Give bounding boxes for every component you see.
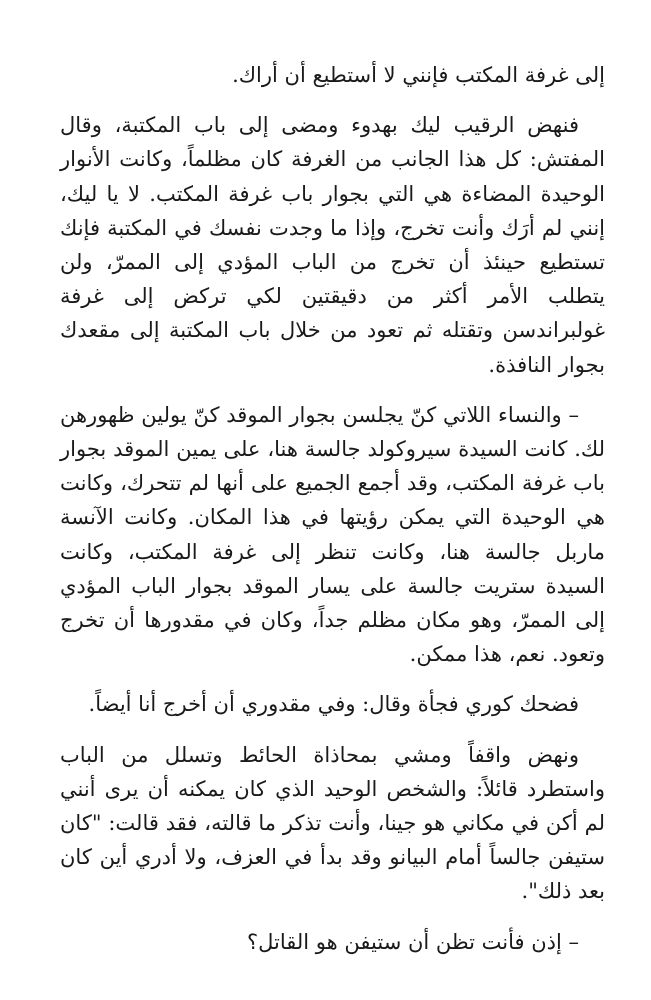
paragraph-3: – والنساء اللاتي كنّ يجلسن بجوار الموقد كنّ يولين ظهورهن لك. كانت السيدة سيروكولد جالسة هنا، على يمين الموقد بجوار باب غرفة المكتب، وقد أجمع الجميع على أنها لم تتحرك، وكانت هي الوحيدة التي يمكن رؤيتها في هذا المكان. وكانت الآنسة ماربل جالسة هنا، وكانت تنظر إلى غرفة المكتب، وكانت السيدة ستريت جالسة على يسار الموقد بجوار الباب المؤدي إلى الممرّ، وهو مكان مظلم جداً، وكان في مقدورها أن تخرج وتعود. نعم، هذا ممكن. bbox=[60, 402, 605, 667]
paragraph-4: فضحك كوري فجأة وقال: وفي مقدوري أن أخرج أنا أيضاً. bbox=[88, 692, 579, 717]
paragraph-2: فنهض الرقيب ليك بهدوء ومضى إلى باب المكتبة، وقال المفتش: كل هذا الجانب من الغرفة كان مظلماً، وكانت الأنوار الوحيدة المضاءة هي التي بجوار باب غرفة المكتب. لا يا ليك، إنني لم أرَك وأنت تخرج، وإذا ما وجدت نفسك في المكتبة فإنك تستطيع حينئذ أن تخرج من الباب المؤدي إلى الممرّ، ولن يتطلب الأمر أكثر من دقيقتين لكي تركض إلى غرفة غولبراندسن وتقتله ثم تعود من خلال باب المكتبة إلى مقعدك بجوار النافذة. bbox=[60, 113, 605, 377]
paragraph-6: – إذن فأنت تظن أن ستيفن هو القاتل؟ bbox=[246, 929, 579, 954]
paragraph-5: ونهض واقفاً ومشي بمحاذاة الحائط وتسلل من الباب واستطرد قائلاً: والشخص الوحيد الذي كان يمكنه أن يرى أنني لم أكن في مكاني هو جينا، وأنت تذكر ما قالته، فقد قالت: "كان ستيفن جالساً أمام البيانو وقد بدأ في العزف، ولا أدري أين كان بعد ذلك". bbox=[60, 742, 605, 904]
paragraph-1: إلى غرفة المكتب فإنني لا أستطيع أن أراك. bbox=[232, 63, 605, 87]
